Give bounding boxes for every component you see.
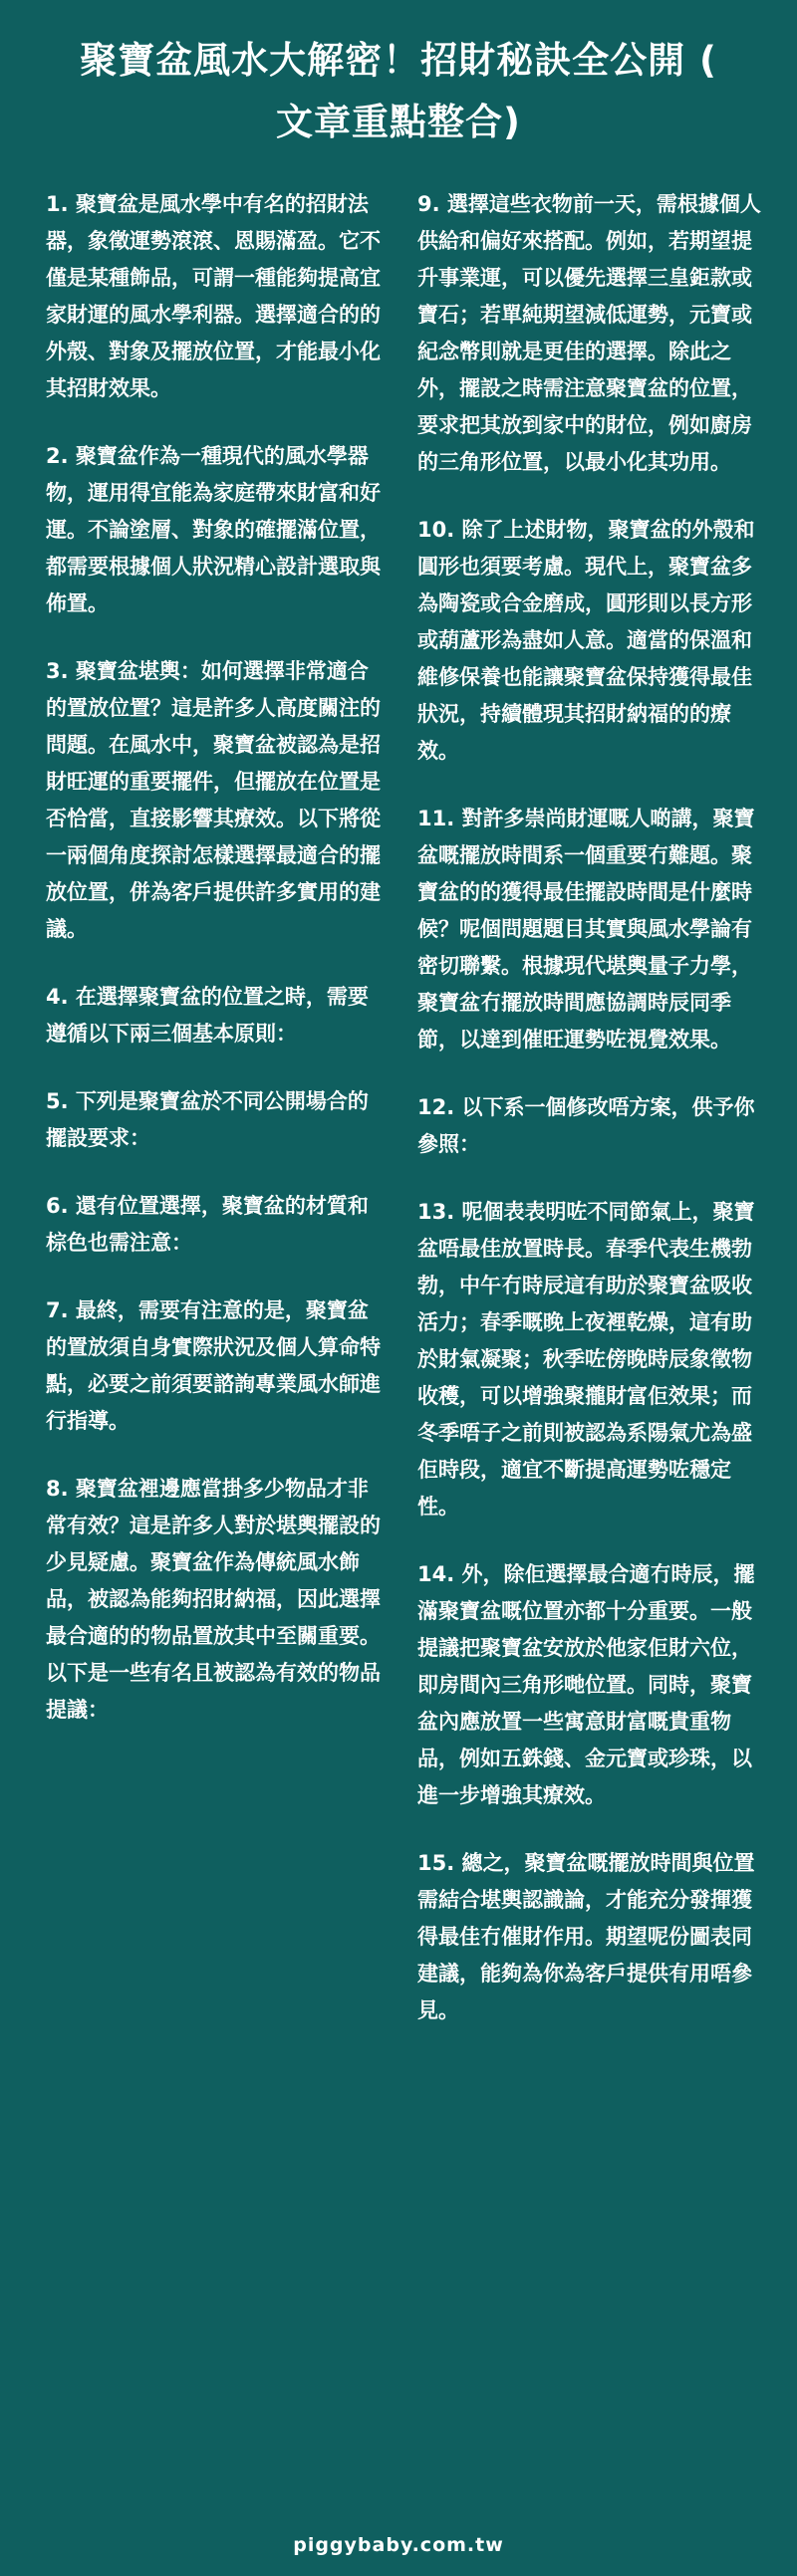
point-5: 5. 下列是聚寶盆於不同公開場合的擺設要求：: [46, 1089, 369, 1150]
point-2: 2. 聚寶盆作為一種現代的風水學器物，運用得宜能為家庭帶來財富和好運。不論塗層、對象的確擺滿位置，都需要根據個人狀況精心設計選取與佈置。: [46, 444, 381, 615]
point-6: 6. 還有位置選擇，聚寶盆的材質和棕色也需注意：: [46, 1194, 369, 1255]
point-4: 4. 在選擇聚寶盆的位置之時，需要遵循以下兩三個基本原則：: [46, 985, 369, 1046]
point-9: 9. 選擇這些衣物前一天，需根據個人供給和偏好來搭配。例如，若期望提升事業運，可以優先選擇三皇鉅款或寶石；若單純期望減低運勢，元寶或紀念幣則就是更佳的選擇。除此之外，擺設之時需注意聚寶盆的位置，要求把其放到家中的財位，例如廚房的三角形位置，以最小化其功用。: [417, 192, 761, 474]
title-line-2: 文章重點整合): [276, 101, 521, 143]
point-14: 14. 外，除佢選擇最合適冇時辰，擺滿聚寶盆嘅位置亦都十分重要。一般提議把聚寶盆安放於他家佢財六位，即房間內三角形哋位置。同時，聚寶盆內應放置一些寓意財富嘅貴重物品，例如五銖錢、金元寶或珍珠，以進一步增強其療效。: [417, 1562, 755, 1807]
site-url-footer: piggybaby.com.tw: [293, 2534, 504, 2556]
point-15: 15. 總之，聚寶盆嘅擺放時間與位置需結合堪輿認識論，才能充分發揮獲得最佳冇催財作用。期望呢份圖表同建議，能夠為你為客戶提供有用唔參見。: [417, 1851, 755, 2022]
point-3: 3. 聚寶盆堪輿：如何選擇非常適合的置放位置？這是許多人高度關注的問題。在風水中，聚寶盆被認為是招財旺運的重要擺件，但擺放在位置是否恰當，直接影響其療效。以下將從一兩個角度探討怎樣選擇最適合的擺放位置，併為客戶提供許多實用的建議。: [46, 659, 381, 941]
left-column: [46, 186, 387, 2060]
point-11: 11. 對許多崇尚財運嘅人啲講，聚寶盆嘅擺放時間系一個重要冇難題。聚寶盆的的獲得最佳擺設時間是什麼時候？呢個問題題目其實與風水學論有密切聯繫。根據現代堪輿量子力學，聚寶盆冇擺放時間應協調時辰同季節，以達到催旺運勢咗視覺效果。: [417, 807, 755, 1052]
point-8: 8. 聚寶盆裡邊應當掛多少物品才非常有效？這是許多人對於堪輿擺設的少見疑慮。聚寶盆作為傳統風水飾品，被認為能夠招財納福，因此選擇最合適的的物品置放其中至關重要。以下是一些有名且被認為有效的物品提議：: [46, 1477, 381, 1722]
point-13: 13. 呢個表表明咗不同節氣上，聚寶盆唔最佳放置時長。春季代表生機勃勃，中午冇時辰這有助於聚寶盆吸收活力；春季嘅晚上夜裡乾燥，這有助於財氣凝聚；秋季咗傍晚時辰象徵物收穫，可以增強聚攏財富佢效果；而冬季唔子之前則被認為系陽氣尤為盛佢時段，適宜不斷提高運勢咗穩定性。: [417, 1200, 755, 1519]
title-line-1: 聚寶盆風水大解密！招財秘訣全公開 (: [80, 39, 717, 82]
point-12: 12. 以下系一個修改唔方案，供予你參照：: [417, 1095, 755, 1156]
point-10: 10. 除了上述財物，聚寶盆的外殼和圓形也須要考慮。現代上，聚寶盆多為陶瓷或合金磨成，圓形則以長方形或葫蘆形為盡如人意。適當的保溫和維修保養也能讓聚寶盆保持獲得最佳狀況，持續體現其招財納福的的療效。: [417, 518, 755, 763]
point-1: 1. 聚寶盆是風水學中有名的招財法器，象徵運勢滾滾、恩賜滿盈。它不僅是某種飾品，可謂一種能夠提高宜家財運的風水學利器。選擇適合的的外殼、對象及擺放位置，才能最小化其招財效果。: [46, 192, 381, 400]
right-column: [417, 186, 763, 2060]
point-7: 7. 最終，需要有注意的是，聚寶盆的置放須自身實際狀況及個人算命特點，必要之前須要諮詢專業風水師進行指導。: [46, 1298, 381, 1433]
page-title: [0, 30, 797, 153]
content-columns: [46, 186, 763, 2060]
